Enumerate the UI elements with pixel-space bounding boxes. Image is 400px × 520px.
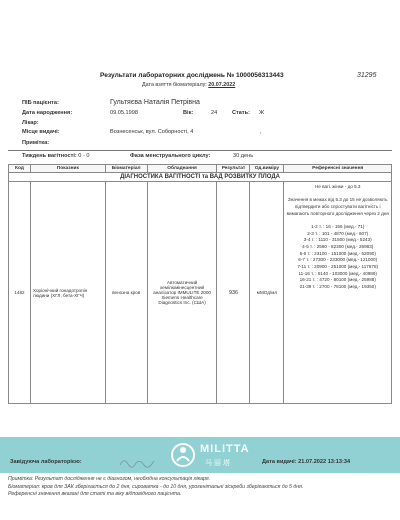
pregnancy-weeks: Тиждень вагітності: 0 - 0 — [22, 153, 90, 159]
divider — [8, 150, 392, 151]
reference-line: 1-2 т. : 16 - 156 (мед.- 71) — [311, 223, 365, 229]
note-line: Біоматеріал: кров для ЗАК зберігається до 2 дня, сироватка - до 10 дня, урогенітальні зіскреби зберігаються до 5 дня. — [8, 483, 304, 490]
results-table — [8, 164, 392, 404]
col-biomaterial: Біоматеріал — [105, 165, 147, 173]
document-number: 31295 — [357, 72, 377, 79]
row-code: 1482 — [9, 182, 31, 404]
reference-line — [286, 217, 389, 224]
col-code: Код — [9, 165, 31, 173]
place-value: Вознесенськ, вул. Соборності, 4 — [110, 129, 194, 135]
cycle-phase-label: Фаза менструального циклу: — [130, 153, 211, 159]
row-indicator: Хоріонічний гонадотропін людини (ХГЛ, бета-ХГЧ) — [30, 182, 105, 404]
age-value: 24 — [211, 110, 218, 116]
sample-date-value: 20.07.2022 — [208, 82, 236, 88]
watermark-brand: MILITTA — [200, 443, 250, 455]
sample-date — [142, 82, 235, 88]
signature-icon — [118, 455, 158, 469]
sex-label: Стать: — [232, 110, 250, 116]
row-reference — [284, 182, 392, 404]
reference-line: 16-21 т. : 4720 - 80100 (мед.- 25988) — [299, 277, 376, 283]
row-result: 936 — [217, 182, 250, 404]
reference-line: 4-5 т. : 2560 - 82300 (мед.- 26983) — [302, 243, 374, 249]
report-notes — [8, 476, 392, 499]
col-reference: Референсні значення — [284, 165, 392, 173]
place-label: Місце видачі: — [22, 129, 60, 135]
cycle-phase-value: 30 день — [233, 153, 254, 159]
issued-date — [262, 459, 350, 465]
patient-name-label: ПІБ пацієнта: — [22, 100, 59, 106]
reference-line: 11-16 т. : 6140 - 103000 (мед.- 40989) — [298, 270, 377, 276]
reference-line — [286, 191, 389, 198]
col-indicator: Показник — [30, 165, 105, 173]
doctor-label: Лікар: — [22, 120, 39, 126]
reference-line: 2-3 т. : 101 - 4870 (мед.- 607) — [307, 230, 369, 236]
table-row — [9, 182, 392, 404]
reference-line: 7-11 т. : 20900 - 251000 (мед.- 117878) — [297, 263, 379, 269]
patient-name-value: Гультяєва Наталія Петрівна — [110, 99, 200, 106]
militta-logo-icon — [170, 441, 196, 469]
reference-line: Значення в межах від 5.3 до 15 не дозволяють підтвердити або спростувати вагітність і вимагають повторного дослідження через 2 дня — [286, 197, 389, 216]
note-label: Примітка: — [22, 140, 50, 146]
age-label: Вік: — [183, 110, 194, 116]
sample-date-label: Дата взяття біоматеріалу: — [142, 82, 207, 88]
col-result: Результат — [217, 165, 250, 173]
reference-line: Не вагі. жінки - до 5.3 — [314, 184, 361, 189]
reference-line: 21-39 т. : 2700 - 78100 (мед.- 19350) — [299, 283, 376, 289]
col-equipment: Обладнання — [147, 165, 217, 173]
row-equipment: Автоматичний хемілюмінесцентний аналізатор IMMULITE 2000 Siemens Healthcare Diagnostics Inc. (США) — [147, 182, 217, 404]
issued-label: Дата видачі: — [262, 459, 297, 465]
lab-head-label: Завідуюча лабораторією: — [10, 459, 82, 465]
note-line: Примітка: Результат дослідження не є діагнозом, необхідна консультація лікаря. — [8, 476, 211, 482]
watermark-sub: 马丽塔 — [205, 460, 232, 467]
issued-value: 21.07.2022 13:13:34 — [298, 459, 351, 465]
report-title: Результати лабораторних досліджень № 1000056313443 — [100, 72, 284, 79]
reference-line: 3-4 т. : 1110 - 31500 (мед.- 5243) — [303, 237, 372, 243]
sex-value: Ж — [259, 110, 265, 116]
note-line: Референсні значення вказані для статі та віку відповідного пацієнта. — [8, 491, 182, 498]
reference-line: 6-7 т. : 27300 - 233000 (мед.- 121000) — [298, 257, 378, 263]
row-biomaterial: венозна кров — [105, 182, 147, 404]
place-extra: , — [260, 129, 262, 135]
section-title: ДІАГНОСТИКА ВАГІТНОСТІ та ВАД РОЗВИТКУ ПЛОДА — [9, 173, 392, 182]
dob-label: Дата народження: — [22, 110, 73, 116]
table-header-row — [9, 165, 392, 173]
reference-line: 5-6 т. : 23100 - 151000 (мед.- 52090) — [299, 250, 376, 256]
section-row — [9, 173, 392, 182]
col-unit: Од.виміру — [250, 165, 284, 173]
dob-value: 09.05.1998 — [110, 110, 138, 116]
row-unit: мМОд/мл — [250, 182, 284, 404]
